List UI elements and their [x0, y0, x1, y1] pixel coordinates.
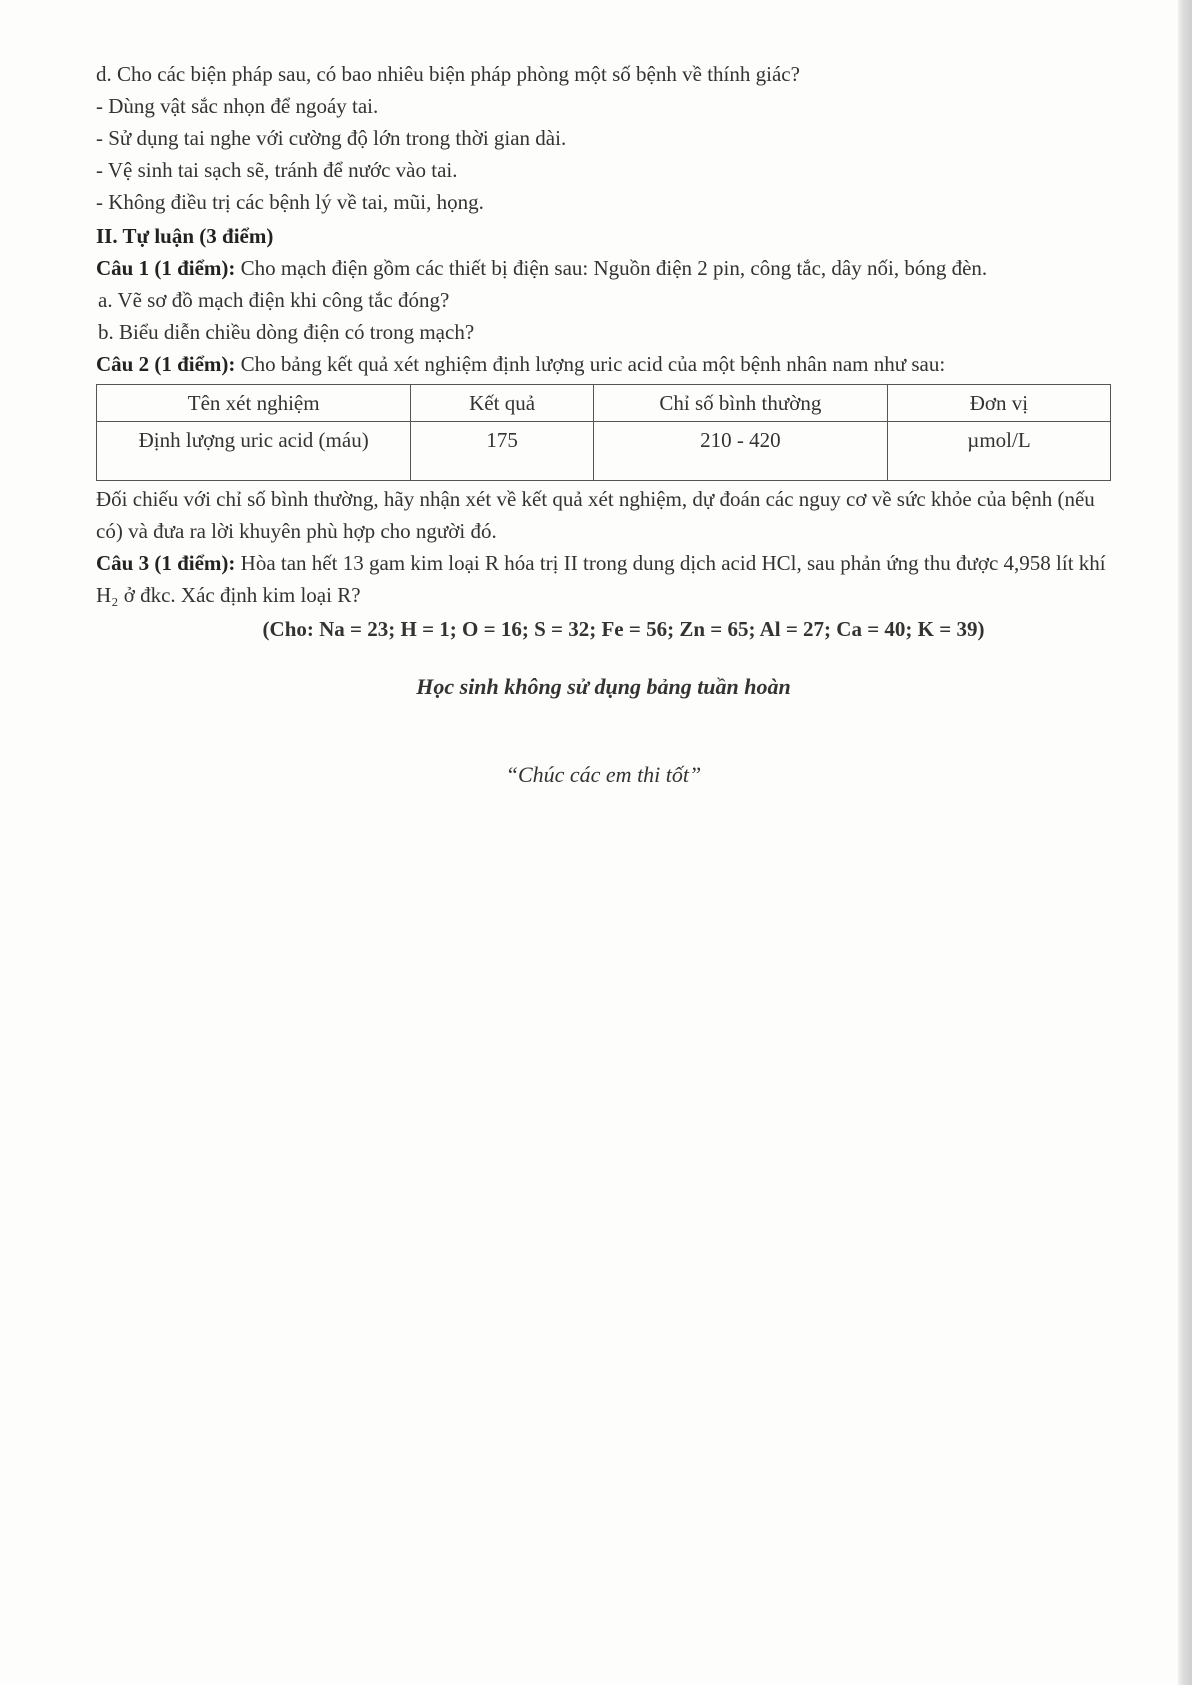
table-header-row	[97, 385, 1111, 422]
table-header: Kết quả	[411, 385, 594, 422]
section-heading: II. Tự luận (3 điểm)	[96, 224, 274, 248]
part-d-item: - Vệ sinh tai sạch sẽ, tránh để nước vào tai.	[96, 158, 458, 182]
good-luck-message: “Chúc các em thi tốt”	[505, 762, 702, 787]
question-1-label: Câu 1 (1 điểm):	[96, 256, 236, 280]
periodic-table-note: Học sinh không sử dụng bảng tuần hoàn	[416, 674, 791, 699]
question-1-a: a. Vẽ sơ đồ mạch điện khi công tắc đóng?	[98, 288, 450, 312]
scan-edge	[1178, 0, 1192, 1685]
question-2-text: Cho bảng kết quả xét nghiệm định lượng uric acid của một bệnh nhân nam như sau:	[235, 352, 946, 376]
question-1-text: Cho mạch điện gồm các thiết bị điện sau: Nguồn điện 2 pin, công tắc, dây nối, bóng đèn.	[235, 256, 988, 280]
part-d-item: - Dùng vật sắc nhọn để ngoáy tai.	[96, 94, 379, 118]
table-row	[97, 422, 1111, 481]
table-header: Chỉ số bình thường	[593, 385, 887, 422]
part-d-item: - Không điều trị các bệnh lý về tai, mũi, họng.	[96, 190, 484, 214]
part-d-question: d. Cho các biện pháp sau, có bao nhiêu biện pháp phòng một số bệnh về thính giác?	[96, 62, 800, 86]
question-3-text: Hòa tan hết 13 gam kim loại R hóa trị II trong dung dịch acid HCl, sau phản ứng thu được 4,958 lít khí H₂ ở đkc. Xác định kim loại R?	[96, 551, 1106, 607]
table-cell: Định lượng uric acid (máu)	[97, 422, 411, 481]
table-cell: µmol/L	[887, 422, 1110, 481]
table-header: Đơn vị	[887, 385, 1110, 422]
table-cell: 210 - 420	[593, 422, 887, 481]
question-1	[96, 252, 1111, 284]
table-cell: 175	[411, 422, 594, 481]
question-3	[96, 547, 1111, 611]
table-header: Tên xét nghiệm	[97, 385, 411, 422]
part-d-item: - Sử dụng tai nghe với cường độ lớn trong thời gian dài.	[96, 126, 567, 150]
question-2-label: Câu 2 (1 điểm):	[96, 352, 236, 376]
question-3-label: Câu 3 (1 điểm):	[96, 551, 236, 575]
question-2	[96, 348, 1111, 380]
lab-results-table	[96, 384, 1111, 481]
question-2-instruction: Đối chiếu với chỉ số bình thường, hãy nhận xét về kết quả xét nghiệm, dự đoán các nguy cơ về sức khỏe của bệnh (nếu có) và đưa ra lời khuyên phù hợp cho người đó.	[96, 487, 1095, 543]
question-1-b: b. Biểu diễn chiều dòng điện có trong mạch?	[98, 320, 475, 344]
exam-content	[96, 58, 1111, 791]
atomic-masses: (Cho: Na = 23; H = 1; O = 16; S = 32; Fe = 56; Zn = 65; Al = 27; Ca = 40; K = 39)	[262, 617, 985, 641]
